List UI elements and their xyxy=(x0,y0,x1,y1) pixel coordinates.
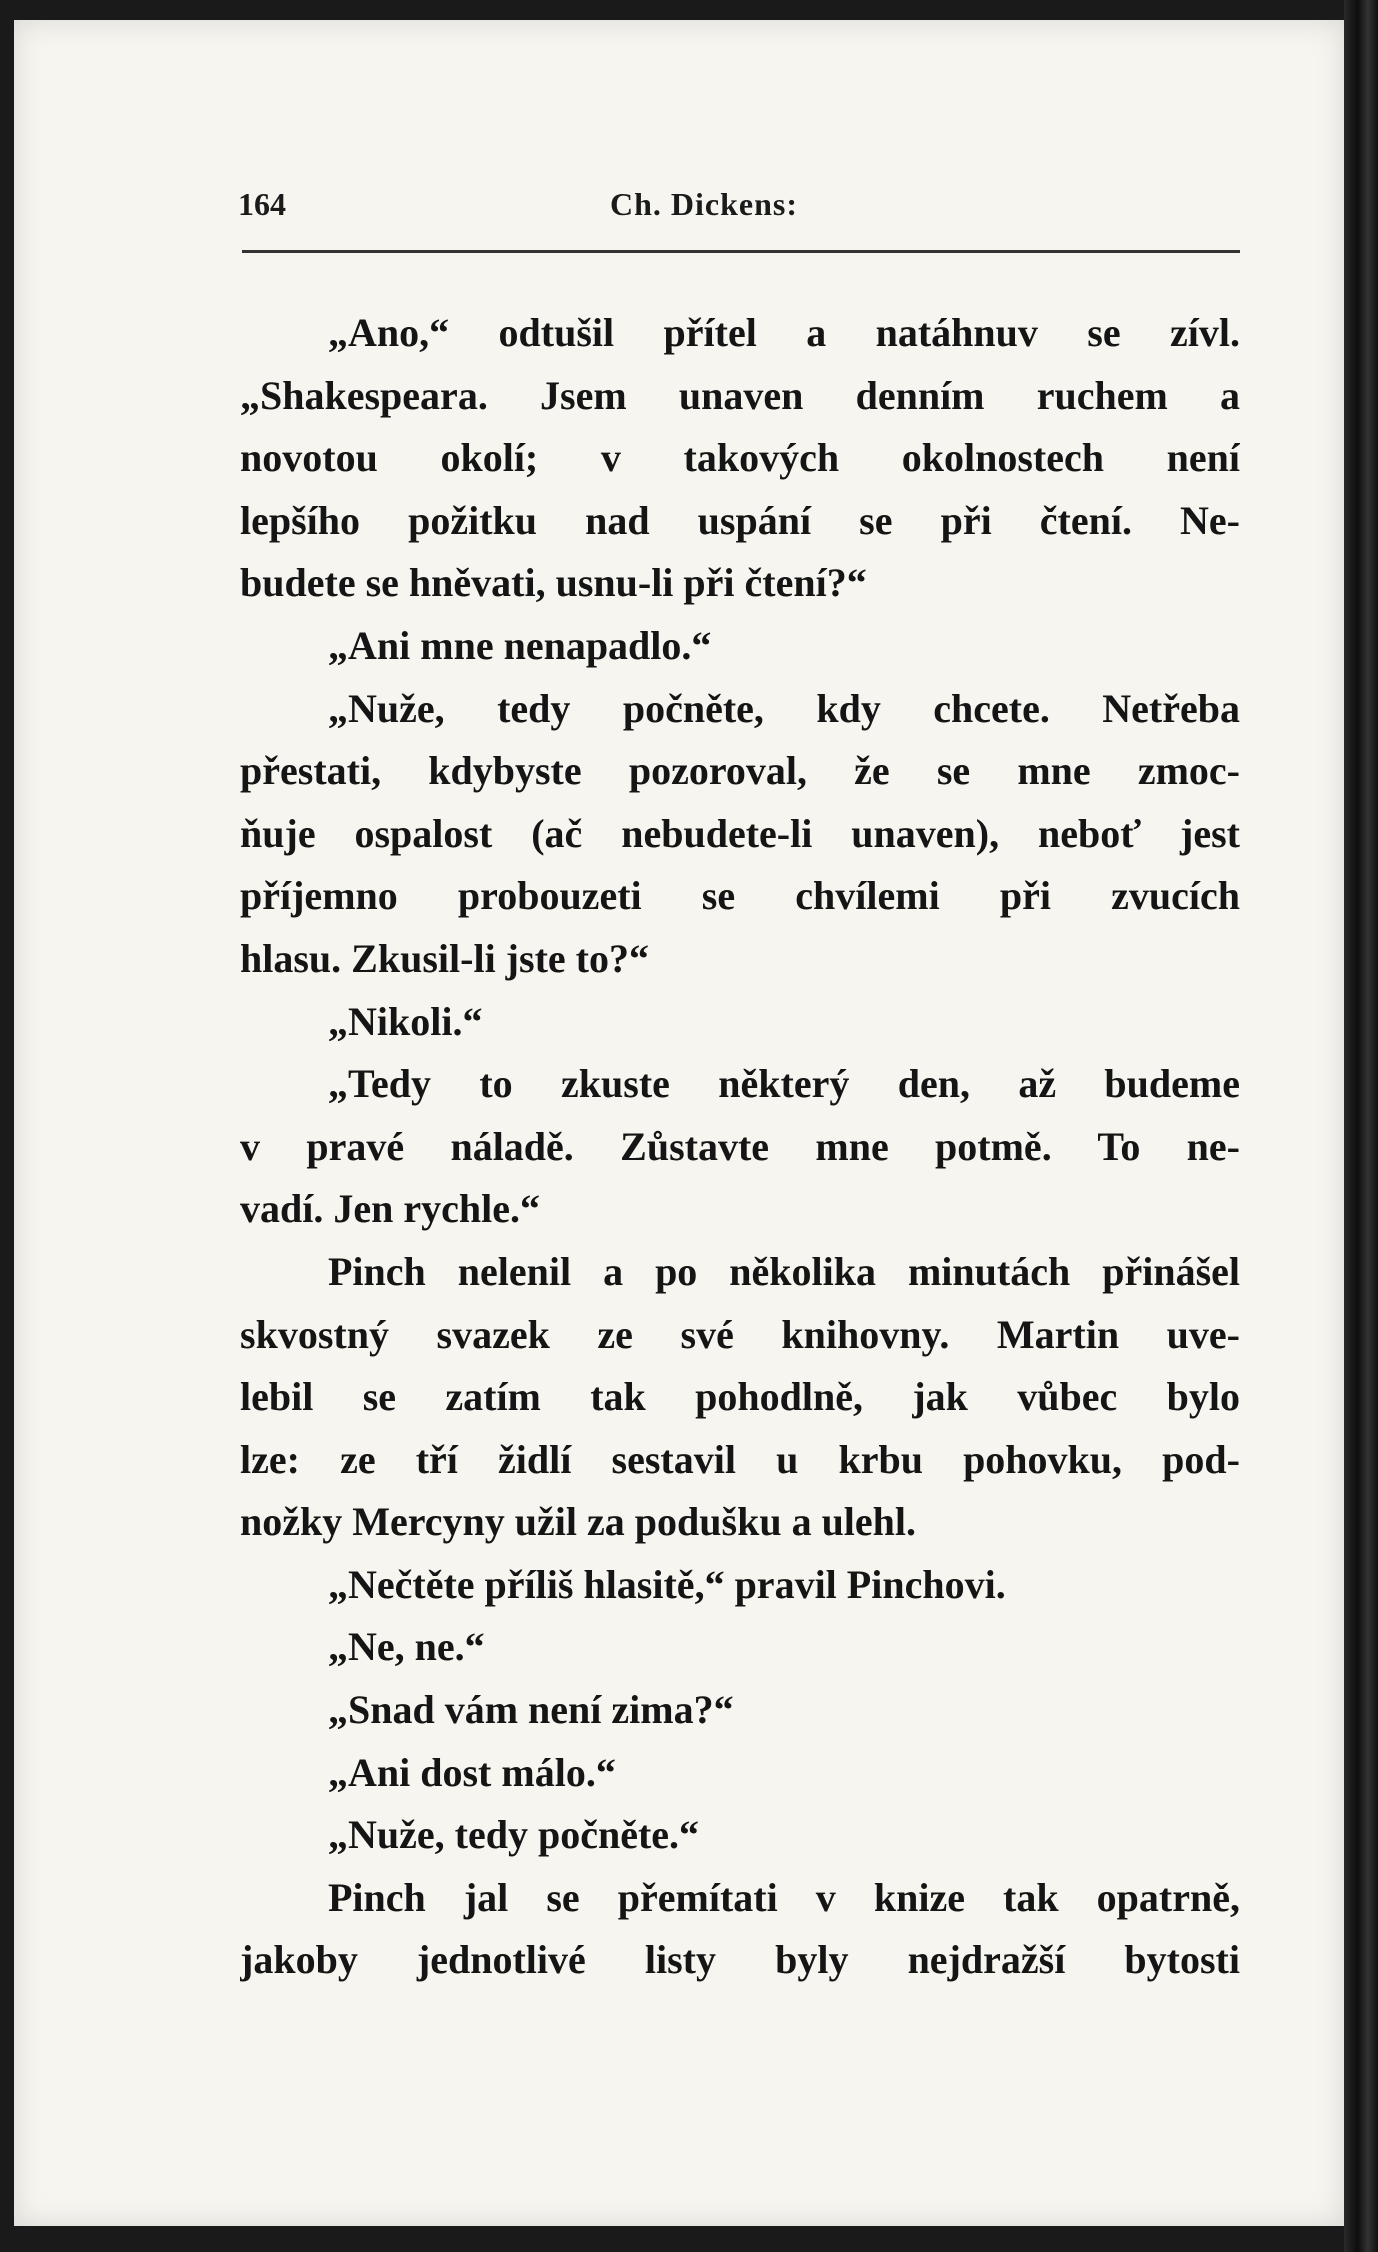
text-line: Pinch nelenil a po několika minutách přinášel xyxy=(328,1248,1240,1294)
text-line: skvostný svazek ze své knihovny. Martin uve- xyxy=(240,1311,1240,1357)
text-line: lze: ze tří židlí sestavil u krbu pohovku, pod- xyxy=(240,1436,1240,1482)
text-line: příjemno probouzeti se chvílemi při zvucích xyxy=(240,873,1240,919)
text-line: vadí. Jen rychle.“ xyxy=(240,1186,540,1232)
text-line: hlasu. Zkusil-li jste to?“ xyxy=(240,935,649,981)
text-line: „Ani dost málo.“ xyxy=(328,1749,616,1795)
scan-edge xyxy=(1344,0,1378,2252)
running-title: Ch. Dickens: xyxy=(610,186,799,222)
text-line: „Snad vám není zima?“ xyxy=(328,1687,734,1733)
text-line: jakoby jednotlivé listy byly nejdražší bytosti xyxy=(240,1937,1240,1983)
text-line: nožky Mercyny užil za podušku a ulehl. xyxy=(240,1499,917,1545)
text-line: „Nikoli.“ xyxy=(328,998,483,1044)
text-line: „Tedy to zkuste některý den, až budeme xyxy=(328,1061,1240,1107)
text-line: v pravé náladě. Zůstavte mne potmě. To ne- xyxy=(240,1123,1240,1169)
text-line: ňuje ospalost (ač nebudete-li unaven), neboť jest xyxy=(240,810,1240,856)
text-line: „Nuže, tedy počněte, kdy chcete. Netřeba xyxy=(328,685,1240,731)
text-line: novotou okolí; v takových okolnostech není xyxy=(240,435,1240,481)
text-line: přestati, kdybyste pozoroval, že se mne zmoc- xyxy=(240,748,1240,794)
text-line: „Ani mne nenapadlo.“ xyxy=(328,622,712,668)
text-line: „Ano,“ odtušil přítel a natáhnuv se zívl. xyxy=(328,310,1240,355)
text-line: „Nečtěte příliš hlasitě,“ pravil Pinchovi. xyxy=(328,1561,1006,1607)
page-header xyxy=(228,186,1238,236)
header-rule xyxy=(242,250,1240,253)
text-line: budete se hněvati, usnu-li při čtení?“ xyxy=(240,560,867,606)
text-line: „Nuže, tedy počněte.“ xyxy=(328,1812,700,1858)
text-line: „Ne, ne.“ xyxy=(328,1624,485,1670)
text-line: Pinch jal se přemítati v knize tak opatrně, xyxy=(328,1874,1240,1920)
text-line: lebil se zatím tak pohodlně, jak vůbec bylo xyxy=(240,1374,1240,1420)
text-line: lepšího požitku nad uspání se při čtení. Ne- xyxy=(240,497,1240,543)
page-number: 164 xyxy=(238,186,286,222)
body-text xyxy=(240,302,1240,1992)
text-line: „Shakespeara. Jsem unaven denním ruchem a xyxy=(240,372,1240,418)
